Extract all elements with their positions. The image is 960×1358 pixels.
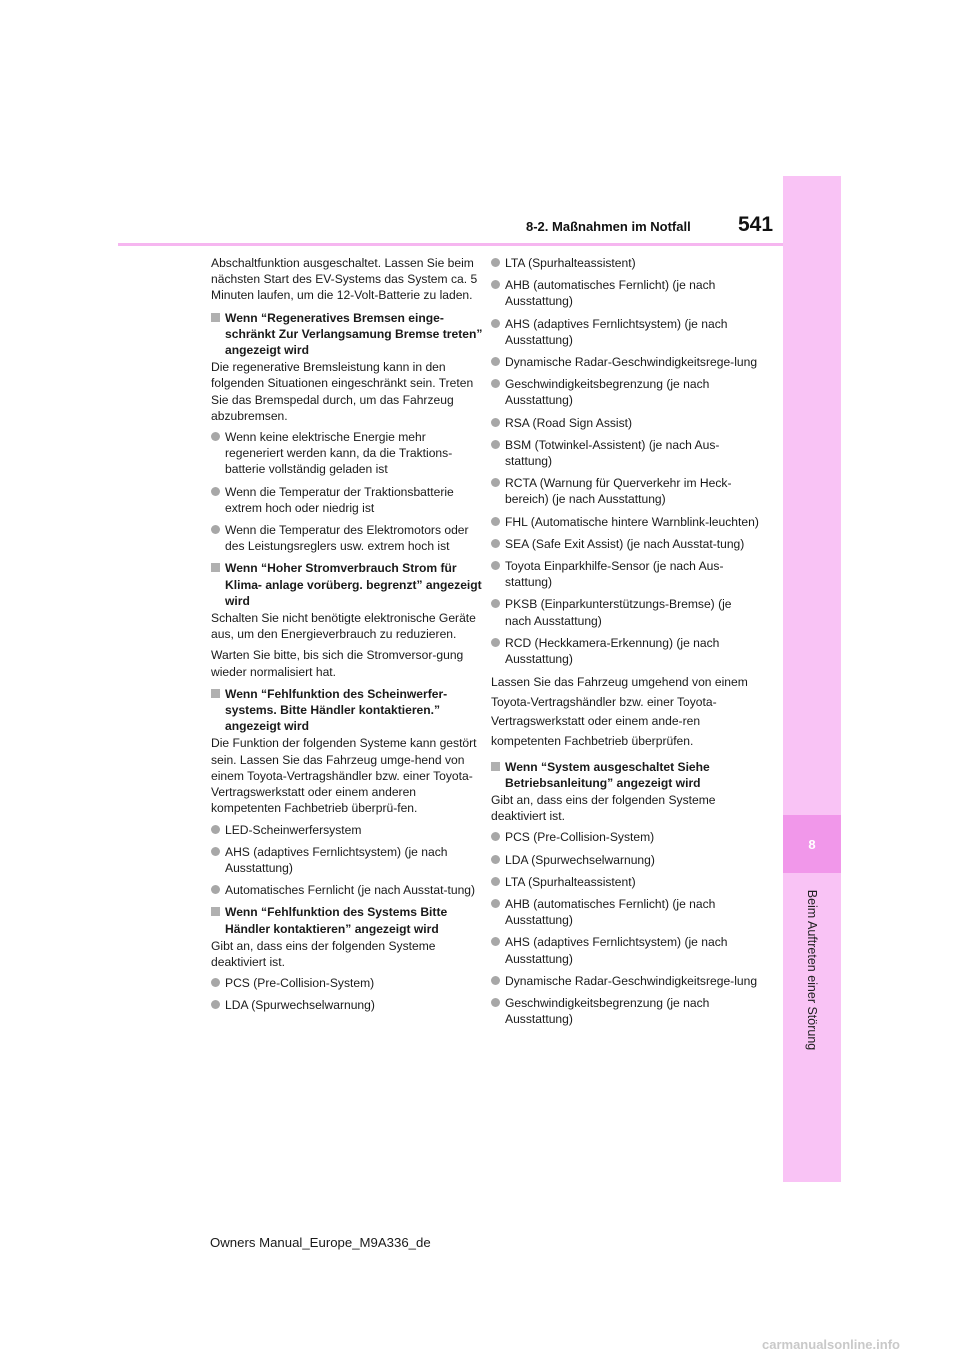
list-item [491,973,759,989]
circle-bullet-icon [491,280,500,289]
circle-bullet-icon [491,517,500,526]
left-column [211,255,483,1020]
list-item-text: Automatisches Fernlicht (je nach Ausstat-tung) [225,883,476,898]
circle-bullet-icon [491,539,500,548]
circle-bullet-icon [491,877,500,886]
list-item [211,822,483,838]
dealer-paragraph: Lassen Sie das Fahrzeug umgehend von einem Toyota-Vertragshändler bzw. einer Toyota-Vertragswerkstatt oder einem ande-ren kompetenten Fachbetrieb überprüfen. [491,675,748,749]
list-item [491,415,759,431]
square-bullet-icon [211,313,220,322]
list-item-text: RSA (Road Sign Assist) [505,415,633,430]
list-item-text: LTA (Spurhalteassistent) [505,874,636,889]
square-bullet-icon [211,689,220,698]
circle-bullet-icon [491,937,500,946]
manual-name-footer: Owners Manual_Europe_M9A336_de [210,1235,431,1250]
circle-bullet-icon [491,976,500,985]
list-item [211,429,483,478]
section-paragraph: Die regenerative Bremsleistung kann in den folgenden Situationen eingeschränkt sein. Treten Sie das Bremspedal durch, um das Fahrzeug abzubremsen. [211,360,474,423]
section-paragraph: Gibt an, dass eins der folgenden Systeme deaktiviert ist. [491,793,716,824]
circle-bullet-icon [491,638,500,647]
list-item [491,896,759,928]
square-bullet-icon [211,563,220,572]
list-item-text: AHB (automatisches Fernlicht) (je nach Ausstattung) [505,278,716,309]
list-item-text: AHS (adaptives Fernlichtsystem) (je nach Ausstattung) [505,935,728,966]
circle-bullet-icon [491,440,500,449]
list-item-text: AHB (automatisches Fernlicht) (je nach Ausstattung) [505,897,716,928]
chapter-number-tab [783,815,841,873]
section-heading-text: Wenn “Fehlfunktion des Scheinwerfer-systems. Bitte Händler kontaktieren.” angezeigt wird [225,686,448,734]
list-item [491,852,759,868]
circle-bullet-icon [491,899,500,908]
watermark: carmanualsonline.info [762,1337,900,1352]
list-item [491,995,759,1027]
list-item-text: Dynamische Radar-Geschwindigkeitsrege-lung [505,355,758,370]
list-item [211,997,483,1013]
list-item-text: LDA (Spurwechselwarnung) [505,852,655,867]
circle-bullet-icon [491,357,500,366]
section-heading-text: Wenn “Regeneratives Bremsen einge-schränkt Zur Verlangsamung Bremse treten” angezeigt wird [225,310,483,358]
circle-bullet-icon [491,418,500,427]
list-item [491,376,759,408]
list-item-text: AHS (adaptives Fernlichtsystem) (je nach Ausstattung) [505,316,728,347]
square-bullet-icon [491,762,500,771]
list-item [491,354,759,370]
list-item-text: RCTA (Warnung für Querverkehr im Heck-bereich) (je nach Ausstattung) [505,476,732,507]
list-item [491,475,759,507]
intro-paragraph: Abschaltfunktion ausgeschaltet. Lassen Sie beim nächsten Start des EV-Systems das System ca. 5 Minuten laufen, um die 12-Volt-Batterie zu laden. [211,256,478,303]
chapter-number: 8 [808,836,816,852]
section-heading-system-off [491,759,759,791]
list-item-text: PKSB (Einparkunterstützungs-Bremse) (je nach Ausstattung) [505,597,732,628]
circle-bullet-icon [491,258,500,267]
list-item-text: PCS (Pre-Collision-System) [505,830,655,845]
circle-bullet-icon [211,978,220,987]
circle-bullet-icon [211,487,220,496]
circle-bullet-icon [491,379,500,388]
circle-bullet-icon [211,885,220,894]
list-item-text: BSM (Totwinkel-Assistent) (je nach Aus-stattung) [505,437,720,469]
header-rule [118,243,784,246]
list-item [211,882,483,898]
circle-bullet-icon [211,432,220,441]
circle-bullet-icon [491,478,500,487]
list-item-text: LED-Scheinwerfersystem [225,822,362,837]
list-item-text: Dynamische Radar-Geschwindigkeitsrege-lung [505,973,758,988]
list-item-text: AHS (adaptives Fernlichtsystem) (je nach Ausstattung) [225,844,448,875]
list-item [491,536,759,552]
list-item [491,255,759,271]
list-item [491,437,759,469]
circle-bullet-icon [211,525,220,534]
section-paragraph: Schalten Sie nicht benötigte elektronische Geräte aus, um den Energieverbrauch zu reduzieren. [211,611,476,642]
list-item [211,522,483,554]
list-item-text: SEA (Safe Exit Assist) (je nach Ausstat-tung) [505,536,745,551]
section-paragraph: Die Funktion der folgenden Systeme kann gestört sein. Lassen Sie das Fahrzeug umge-hend von einem Toyota-Vertragshändler bzw. einer Toyota-Vertragswerkstatt oder einem anderen kompetenten Fachbetrieb überprü-fen. [211,736,477,816]
list-item-text: LDA (Spurwechselwarnung) [225,998,375,1013]
list-item [211,975,483,991]
list-item-text: Wenn die Temperatur der Traktionsbatterie extrem hoch oder niedrig ist [225,484,454,515]
list-item [491,558,759,590]
list-item [211,484,483,516]
circle-bullet-icon [211,825,220,834]
section-paragraph: Gibt an, dass eins der folgenden Systeme deaktiviert ist. [211,938,436,969]
section-paragraph: Warten Sie bitte, bis sich die Stromversor-gung wieder normalisiert hat. [211,648,464,679]
circle-bullet-icon [491,561,500,570]
list-item-text: Toyota Einparkhilfe-Sensor (je nach Aus-stattung) [505,559,724,590]
square-bullet-icon [211,907,220,916]
page-number: 541 [738,213,774,236]
list-item [211,844,483,876]
circle-bullet-icon [211,847,220,856]
circle-bullet-icon [491,319,500,328]
section-heading-system-malfunction [211,904,483,936]
chapter-title: Beim Auftreten einer Störung [805,889,819,1051]
list-item [491,934,759,966]
list-item [491,829,759,845]
list-item-text: FHL (Automatische hintere Warnblink-leuchten) [505,514,759,529]
section-header: 8-2. Maßnahmen im Notfall [526,219,691,234]
section-heading-text: Wenn “Fehlfunktion des Systems Bitte Händler kontaktieren” angezeigt wird [225,905,448,936]
circle-bullet-icon [491,832,500,841]
list-item-text: PCS (Pre-Collision-System) [225,976,375,991]
circle-bullet-icon [491,855,500,864]
circle-bullet-icon [491,998,500,1007]
list-item-text: RCD (Heckkamera-Erkennung) (je nach Ausstattung) [505,635,720,667]
circle-bullet-icon [491,599,500,608]
list-item-text: Wenn keine elektrische Energie mehr regeneriert werden kann, da die Traktions-batterie vollständig geladen ist [225,430,453,477]
circle-bullet-icon [211,1000,220,1009]
section-heading-power-consumption [211,560,483,609]
section-heading-regen-braking [211,310,483,359]
list-item [491,596,759,628]
right-column [491,255,759,1033]
list-item-text: Geschwindigkeitsbegrenzung (je nach Ausstattung) [505,377,710,408]
list-item [491,874,759,890]
list-item [491,316,759,348]
list-item-text: LTA (Spurhalteassistent) [505,256,636,270]
section-heading-text: Wenn “System ausgeschaltet Siehe Betriebsanleitung” angezeigt wird [505,759,710,790]
section-heading-text: Wenn “Hoher Stromverbrauch Strom für Klima- anlage vorüberg. begrenzt” angezeigt wird [225,561,482,608]
list-item [491,514,759,530]
section-heading-headlight-malfunction [211,686,483,735]
list-item-text: Geschwindigkeitsbegrenzung (je nach Ausstattung) [505,996,710,1027]
list-item [491,635,759,667]
list-item [491,277,759,309]
list-item-text: Wenn die Temperatur des Elektromotors oder des Leistungsreglers usw. extrem hoch ist [225,523,469,554]
